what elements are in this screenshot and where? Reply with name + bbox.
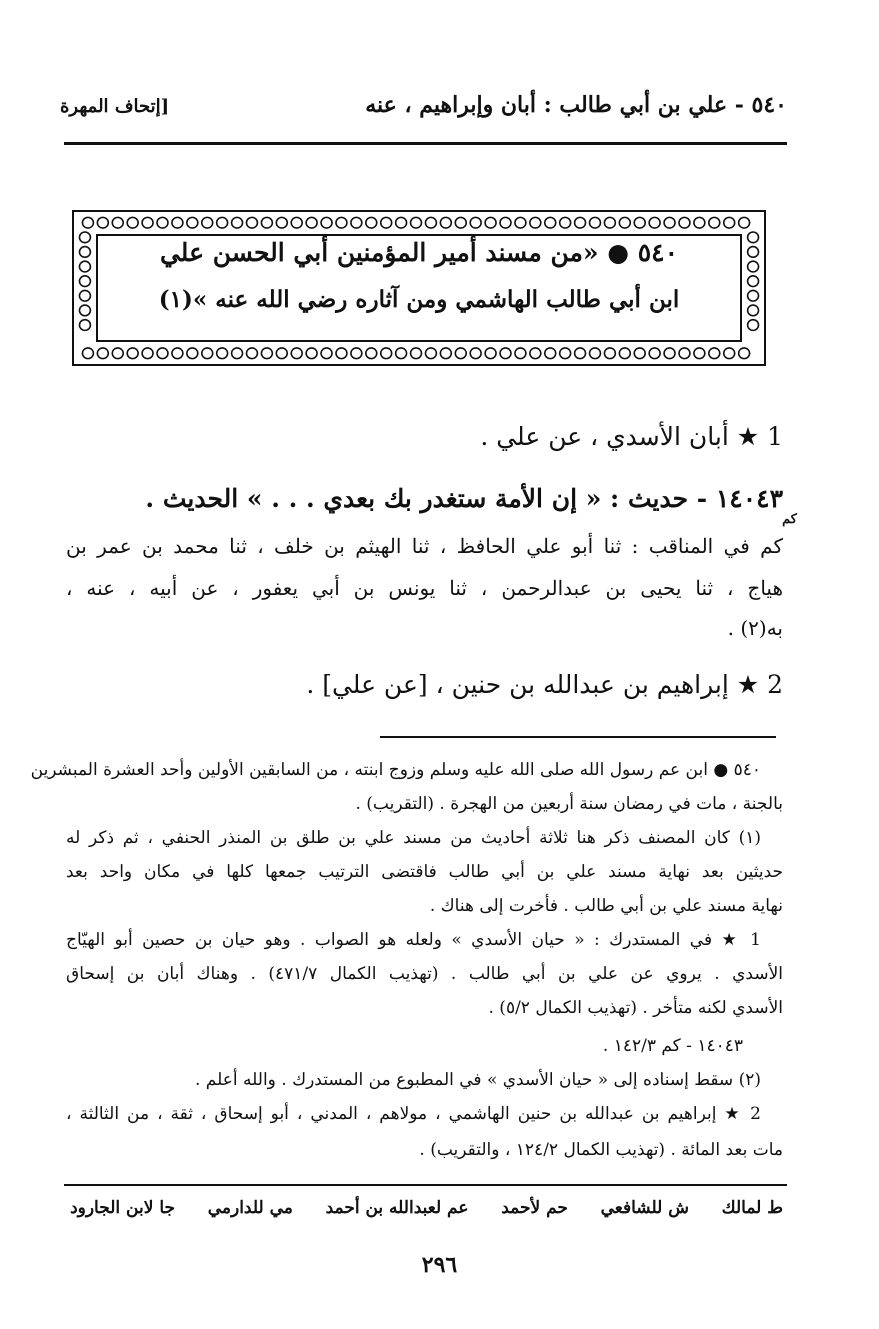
section-title-frame	[72, 210, 766, 366]
siglum: حم لأحمد	[501, 1198, 568, 1218]
footnote-line: نهاية مسند علي بن أبي طالب . فأخرت إلى هناك .	[429, 896, 783, 916]
footnote-rule	[380, 736, 776, 738]
isnad-line-1: كم في المناقب : ثنا أبو علي الحافظ ، ثنا الهيثم بن خلف ، ثنا محمد بن عمر بن	[66, 534, 783, 558]
narrator-entry-2: 2 ★ إبراهيم بن عبدالله بن حنين ، [عن علي] .	[306, 670, 783, 699]
footnote-line: الأسدي . يروي عن علي بن أبي طالب . (تهذيب الكمال ٤٧١/٧) . وهناك أبان بن إسحاق	[66, 964, 783, 984]
footnote-line: ١٤٠٤٣ - كم ١٤٢/٣ .	[602, 1036, 743, 1056]
running-header-title: ٥٤٠ - علي بن أبي طالب : أبان وإبراهيم ، عنه	[365, 92, 787, 118]
footnote-line: بالجنة ، مات في رمضان سنة أربعين من الهجرة . (التقريب) .	[355, 794, 783, 814]
siglum: مي للدارمي	[207, 1198, 293, 1218]
footnote-line: الأسدي لكنه متأخر . (تهذيب الكمال ٥/٢) .	[488, 998, 783, 1018]
footnote-line: ٥٤٠ ● ابن عم رسول الله صلى الله عليه وسلم وزوج ابنته ، من السابقين الأولين وأحد العشرة المبشرين	[30, 760, 761, 780]
sigla-legend	[70, 1198, 783, 1218]
isnad-line-3: به(٢) .	[727, 616, 783, 640]
footnote-line: 2 ★ إبراهيم بن عبدالله بن حنين الهاشمي ، مولاهم ، المدني ، أبو إسحاق ، ثقة ، من الثالثة ،	[66, 1104, 761, 1124]
siglum: عم لعبدالله بن أحمد	[325, 1198, 469, 1218]
hadith-heading: ١٤٠٤٣ - حديث : « إن الأمة ستغدر بك بعدي . . . » الحديث .	[145, 484, 783, 513]
footnote-line: (١) كان المصنف ذكر هنا ثلاثة أحاديث من مسند علي بن طلق بن المنذر الحنفي ، ثم ذكر له	[66, 828, 761, 848]
header-rule	[64, 142, 787, 145]
footnote-line: 1 ★ في المستدرك : « حيان الأسدي » ولعله هو الصواب . وهو حيان بن حصين أبو الهيّاج	[66, 930, 761, 950]
footnote-line: (٢) سقط إسناده إلى « حيان الأسدي » في المطبوع من المستدرك . والله أعلم .	[195, 1070, 761, 1090]
footnote-line: مات بعد المائة . (تهذيب الكمال ١٢٤/٢ ، والتقريب) .	[419, 1140, 783, 1160]
kam-siglum: كم	[782, 512, 797, 527]
narrator-entry-1: 1 ★ أبان الأسدي ، عن علي .	[480, 422, 783, 451]
sigla-rule	[64, 1184, 787, 1186]
running-header-book: [إتحاف المهرة	[60, 96, 170, 117]
siglum: ط لمالك	[721, 1198, 783, 1218]
section-title-line-2: ابن أبي طالب الهاشمي ومن آثاره رضي الله عنه »(١)	[158, 286, 680, 313]
isnad-line-2: هياج ، ثنا يحيى بن عبدالرحمن ، ثنا يونس بن أبي يعفور ، عن أبيه ، عنه ،	[66, 576, 784, 600]
section-title-line-1: ٥٤٠ ● «من مسند أمير المؤمنين أبي الحسن علي	[159, 238, 679, 267]
siglum: جا لابن الجارود	[70, 1198, 176, 1218]
footnote-line: حديثين بعد نهاية مسند علي بن أبي طالب فاقتضى الترتيب جمعها كلها في مكان واحد بعد	[66, 862, 783, 882]
page-number: ٢٩٦	[421, 1252, 458, 1278]
siglum: ش للشافعي	[600, 1198, 689, 1218]
